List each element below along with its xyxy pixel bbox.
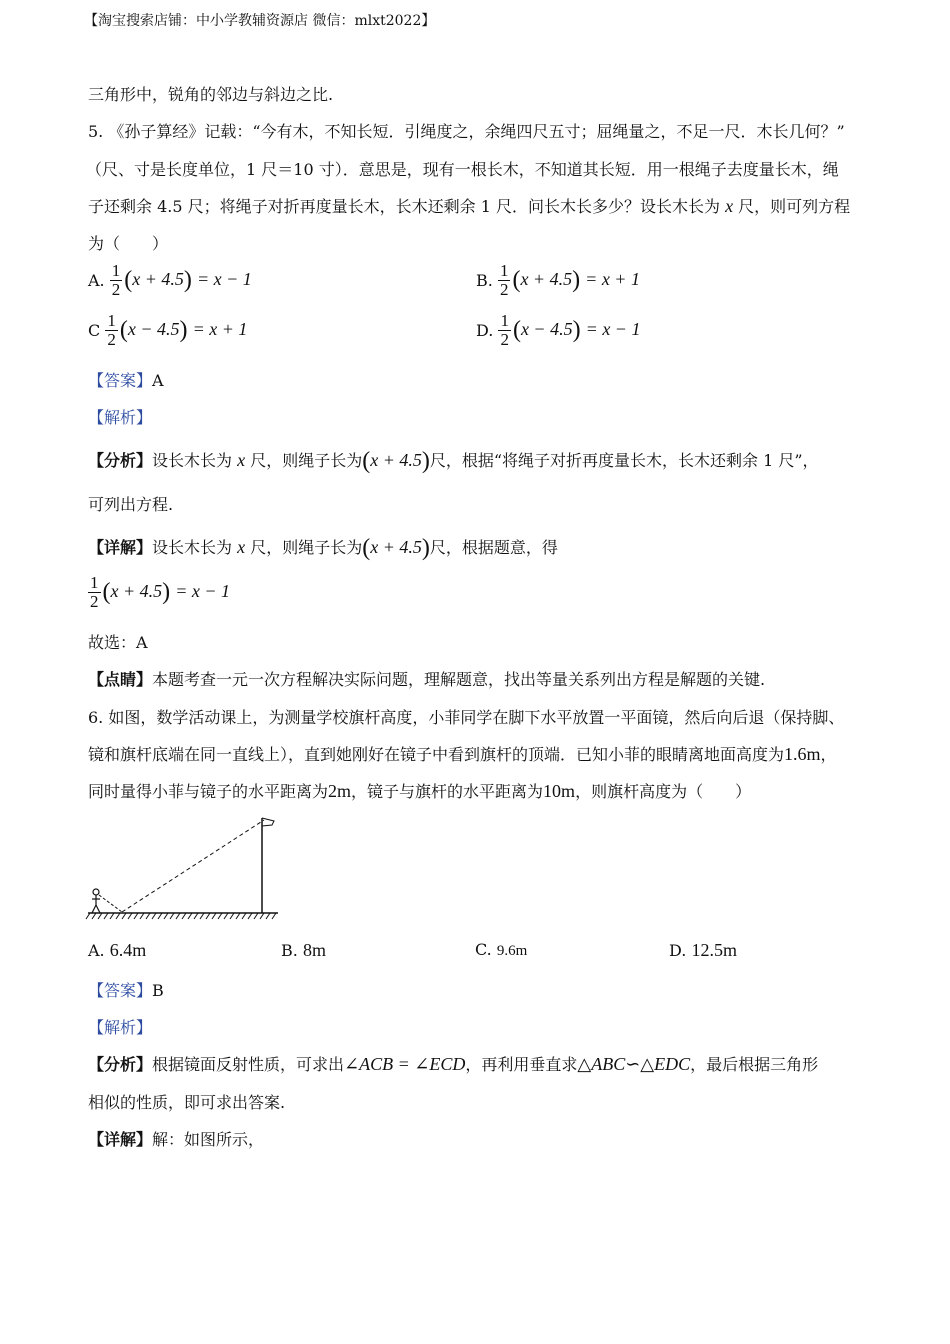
q5-answer: 【答案】A: [88, 371, 164, 390]
q5-line2: （尺、寸是长度单位，1 尺＝10 寸）．意思是，现有一根长木，不知道其长短．用一根绳子去度量长木，绳: [86, 160, 839, 179]
flag-icon: [262, 818, 274, 826]
fraction: $\frac{1}{2}$: [500, 311, 509, 349]
ground-hatching: [86, 913, 276, 919]
q5-analysis-line2: 可列出方程.: [88, 495, 174, 514]
q5-comment: 【点睛】本题考查一元一次方程解决实际问题，理解题意，找出等量关系列出方程是解题的关键.: [88, 670, 766, 689]
q6-option-d[interactable]: D. 12.5m: [669, 940, 737, 960]
q5-choose: 故选：A: [88, 633, 148, 652]
fraction: $\frac{1}{2}$: [107, 311, 116, 349]
q5-option-b[interactable]: B. $\frac{1}{2}$ (x + 4.5) = x + 1: [476, 261, 640, 299]
q5-analysis: 【分析】设长木长为 x 尺，则绳子长为(x + 4.5)尺，根据“将绳子对折再度量长木，长木还剩余 1 尺”，: [88, 448, 819, 474]
q6-analysis-line2: 相似的性质，即可求出答案.: [88, 1093, 286, 1112]
q5-line3: 子还剩余 4.5 尺；将绳子对折再度量长木，长木还剩余 1 尺．问长木长多少？设长木长为 x 尺，则可列方程: [88, 196, 851, 216]
person-figure: [92, 889, 100, 913]
q6-analysis: 【分析】根据镜面反射性质，可求出∠ACB = ∠ECD，再利用垂直求△ABC∽△EDC，最后根据三角形: [88, 1054, 819, 1074]
fraction: $\frac{1}{2}$: [111, 261, 121, 299]
q5-option-a[interactable]: A. $\frac{1}{2}$ (x + 4.5) = x − 1: [88, 261, 252, 299]
q6-line1: 6. 如图，数学活动课上，为测量学校旗杆高度，小菲同学在脚下水平放置一平面镜，然后向后退（保持脚、: [88, 708, 845, 727]
q6-line2: 镜和旗杆底端在同一直线上），直到她刚好在镜子中看到旗杆的顶端．已知小菲的眼睛离地面高度为1.6m，: [88, 744, 837, 764]
q6-option-c[interactable]: C. 9.6m: [475, 940, 528, 959]
flagpole-figure: [84, 812, 284, 924]
fraction: $\frac{1}{2}$: [90, 573, 99, 611]
header-banner: 【淘宝搜索店铺：中小学教辅资源店 微信：mlxt2022】: [84, 13, 436, 29]
q5-line1: 5. 《孙子算经》记载：“今有木，不知长短．引绳度之，余绳四尺五寸；屈绳量之，不足一尺．木长几何？”: [88, 122, 845, 141]
q6-answer: 【答案】B: [88, 981, 164, 1000]
fraction: $\frac{1}{2}$: [499, 261, 509, 299]
q5-option-c[interactable]: C $\frac{1}{2}$ (x − 4.5) = x + 1: [88, 311, 248, 349]
q6-line3: 同时量得小菲与镜子的水平距离为2m，镜子与旗杆的水平距离为10m，则旗杆高度为（ ）: [88, 781, 752, 801]
intro-line: 三角形中，锐角的邻边与斜边之比.: [88, 85, 334, 104]
q5-detail: 【详解】设长木长为 x 尺，则绳子长为(x + 4.5)尺，根据题意，得: [88, 535, 558, 561]
q5-jiexi: 【解析】: [88, 408, 153, 427]
q6-option-a[interactable]: A. 6.4m: [88, 940, 147, 960]
mirror-to-top-ray: [122, 820, 264, 912]
q6-option-b[interactable]: B. 8m: [281, 940, 326, 960]
q6-jiexi: 【解析】: [88, 1018, 153, 1037]
q5-option-d[interactable]: D. $\frac{1}{2}$ (x − 4.5) = x − 1: [476, 311, 641, 349]
eye-to-mirror-ray: [99, 895, 122, 912]
q6-detail: 【详解】解：如图所示，: [88, 1130, 265, 1149]
q5-line4: 为（ ）: [88, 234, 169, 253]
q5-equation: $\frac{1}{2}$ (x + 4.5) = x − 1: [90, 573, 231, 611]
